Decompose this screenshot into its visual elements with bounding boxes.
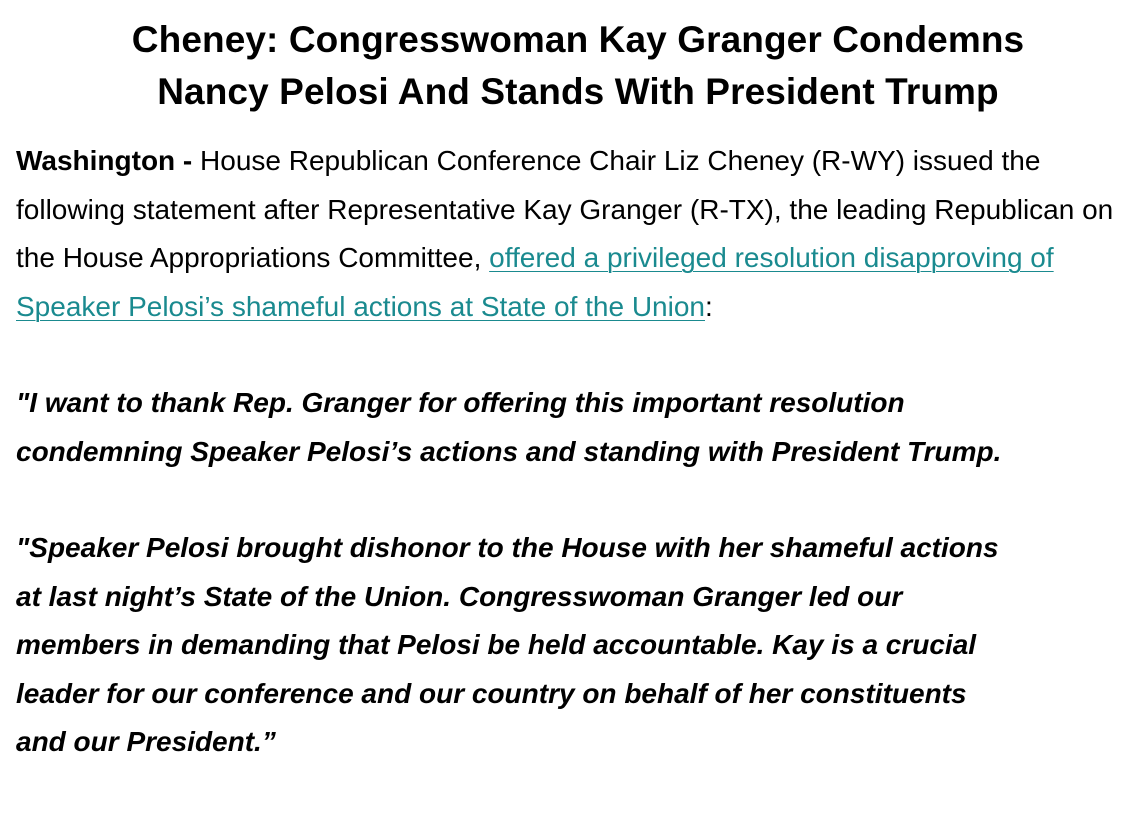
intro-paragraph — [16, 137, 1140, 331]
dateline: Washington - — [16, 145, 193, 176]
quote-2-line-1: "Speaker Pelosi brought dishonor to the House with her shameful actions — [16, 532, 999, 563]
quote-1-line-1: "I want to thank Rep. Granger for offering this important resolution — [16, 387, 905, 418]
resolution-link[interactable]: offered a privileged resolution disapproving of Speaker Pelosi’s shameful actions at State of the Union — [16, 242, 1054, 322]
quote-1-line-2: condemning Speaker Pelosi’s actions and standing with President Trump. — [16, 435, 1002, 467]
quote-paragraph-1 — [16, 379, 1140, 476]
headline-line-2: Nancy Pelosi And Stands With President Trump — [157, 71, 999, 112]
intro-suffix: : — [705, 290, 713, 322]
headline — [16, 0, 1140, 118]
quote-2-line-5: and our President.” — [16, 726, 276, 757]
headline-line-1: Cheney: Congresswoman Kay Granger Condemns — [131, 19, 1025, 60]
quote-2-line-3: members in demanding that Pelosi be held accountable. Kay is a crucial — [16, 629, 977, 660]
quote-paragraph-2 — [16, 524, 1140, 767]
quote-2-line-4: leader for our conference and our country on behalf of her constituents — [16, 677, 967, 709]
quote-2-line-2: at last night’s State of the Union. Congresswoman Granger led our — [16, 580, 903, 612]
intro-text: House Republican Conference Chair Liz Cheney (R-WY) issued the following statement after Representative Kay Granger (R-TX), the leading Republican on the House Appropriations Committee, — [16, 145, 1114, 273]
